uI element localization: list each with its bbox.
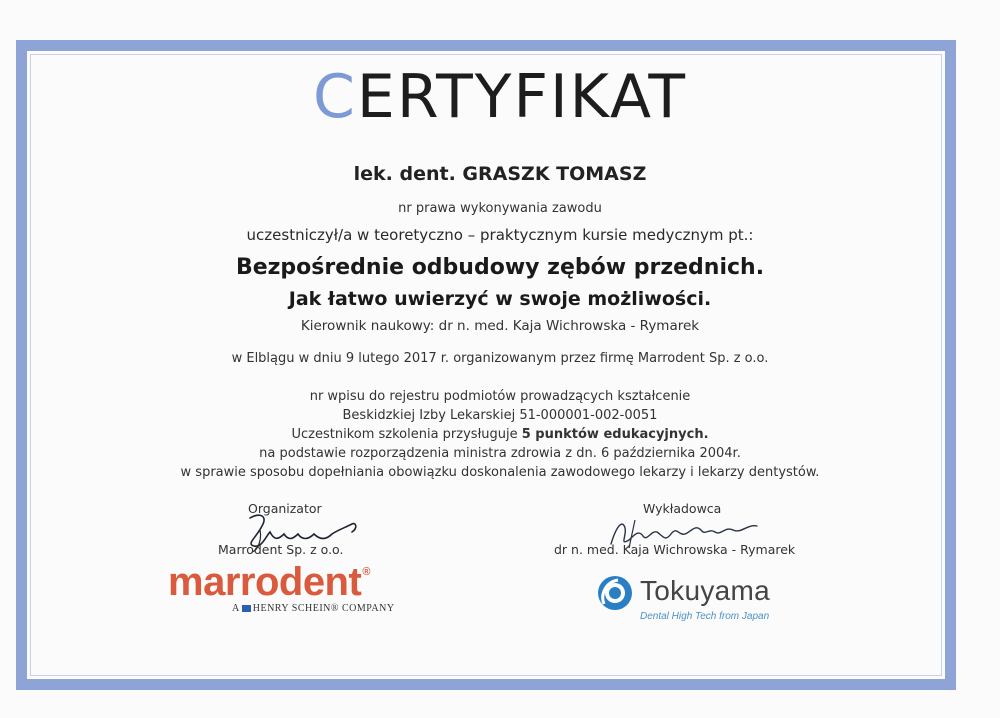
points-bold: 5 punktów edukacyjnych. [521, 427, 709, 442]
license-line: nr prawa wykonywania zawodu [398, 201, 602, 216]
henry-text: HENRY SCHEIN® COMPANY [252, 603, 395, 614]
certificate-title [0, 62, 1000, 132]
lecturer-label: Wykładowca [643, 501, 722, 516]
tokuyama-logo-icon [596, 574, 634, 612]
course-title-1: Bezpośrednie odbudowy zębów przednich. [235, 255, 765, 280]
henry-schein-tagline [232, 603, 395, 614]
marrodent-logo [168, 560, 370, 605]
recipient-name: lek. dent. GRASZK TOMASZ [353, 163, 647, 185]
tokuyama-tagline: Dental High Tech from Japan [640, 611, 770, 622]
participation-line: uczestniczył/a w teoretyczno – praktycznym kursie medycznym pt.: [246, 226, 754, 244]
marrodent-logo-text: marrodent [168, 560, 362, 604]
organizer-label: Organizator [248, 501, 322, 516]
henry-prefix: A [232, 603, 240, 614]
tokuyama-logo-text: Tokuyama [640, 575, 771, 606]
marrodent-logo-mark: ® [362, 566, 370, 578]
organizer-company: Marrodent Sp. z o.o. [218, 542, 344, 557]
place-date-line: w Elblągu w dniu 9 lutego 2017 r. organizowanym przez firmę Marrodent Sp. z o.o. [231, 351, 769, 366]
title-initial: C [313, 62, 357, 132]
legal-line-1: na podstawie rozporządzenia ministra zdrowia z dn. 6 października 2004r. [259, 446, 741, 461]
points-line [0, 427, 1000, 442]
title-rest: ERTYFIKAT [356, 62, 687, 132]
scientific-head: Kierownik naukowy: dr n. med. Kaja Wichrowska - Rymarek [300, 318, 700, 334]
lecturer-name: dr n. med. Kaja Wichrowska - Rymarek [554, 542, 796, 557]
henry-schein-icon [242, 605, 251, 612]
legal-line-2: w sprawie sposobu dopełniania obowiązku doskonalenia zawodowego lekarzy i lekarzy dentystów. [180, 465, 820, 480]
registry-line-2: Beskidzkiej Izby Lekarskiej 51-000001-002-0051 [342, 408, 658, 423]
registry-line-1: nr wpisu do rejestru podmiotów prowadzących kształcenie [309, 389, 691, 404]
course-title-2: Jak łatwo uwierzyć w swoje możliwości. [288, 288, 712, 310]
points-prefix: Uczestnikom szkolenia przysługuje [291, 427, 522, 442]
